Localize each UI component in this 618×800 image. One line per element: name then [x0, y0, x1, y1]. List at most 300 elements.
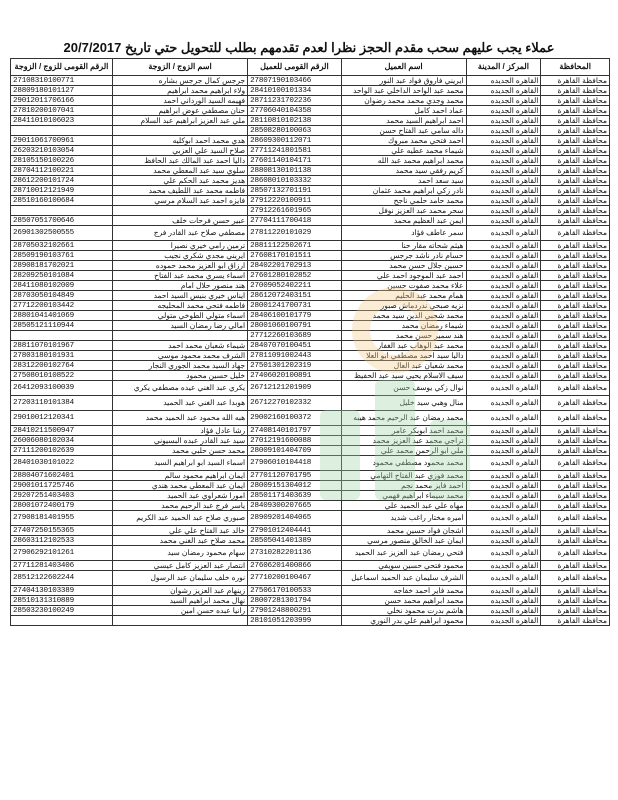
- cell-city: القاهره الجديده: [466, 481, 541, 491]
- table-row: [11, 426, 610, 436]
- table-row: [11, 606, 610, 616]
- cell-city: القاهره الجديده: [466, 436, 541, 446]
- cell-client-name: محمد وجدي محمد محمد رضوان: [341, 96, 466, 106]
- table-row: [11, 371, 610, 381]
- cell-client-name: همام محمد عبد الحليم: [341, 291, 466, 301]
- cell-client-name: احمد فايز محمد نجم: [341, 481, 466, 491]
- cell-governorate: محافظة القاهرة: [541, 116, 610, 126]
- cell-client-name: محمود ابراهيم علي بدر النوري: [341, 616, 466, 626]
- table-row: [11, 481, 610, 491]
- cell-client-name: هيثم شحاته مقار حنا: [341, 241, 466, 251]
- cell-city: القاهره الجديده: [466, 126, 541, 136]
- table-row: [11, 116, 610, 126]
- cell-governorate: محافظة القاهرة: [541, 106, 610, 116]
- cell-spouse-national-id: 28209250101084: [11, 271, 113, 281]
- cell-spouse-national-id: 27906292101261: [11, 546, 113, 561]
- cell-client-national-id: 28402201702913: [248, 261, 342, 271]
- cell-city: القاهره الجديده: [466, 491, 541, 501]
- cell-spouse-national-id: 28001072400179: [11, 501, 113, 511]
- cell-spouse-name: هبه الله محمود عبد الحميد محمد: [112, 411, 247, 426]
- table-row: [11, 586, 610, 596]
- cell-spouse-national-id: 28105150100226: [11, 156, 113, 166]
- cell-spouse-name: ملي عبد العزيز ابراهيم عبد السلام: [112, 116, 247, 126]
- cell-city: القاهره الجديده: [466, 156, 541, 166]
- table-row: [11, 96, 610, 106]
- cell-governorate: محافظة القاهرة: [541, 411, 610, 426]
- cell-client-national-id: 27408140101797: [248, 426, 342, 436]
- cell-spouse-national-id: 28704112100221: [11, 166, 113, 176]
- cell-client-national-id: 27310282201136: [248, 546, 342, 561]
- cell-client-national-id: 27912220100911: [248, 196, 342, 206]
- cell-governorate: محافظة القاهرة: [541, 341, 610, 351]
- table-row: [11, 561, 610, 571]
- cell-client-name: محمد شحبي الدين سيد محمد: [341, 311, 466, 321]
- cell-governorate: محافظة القاهرة: [541, 436, 610, 446]
- cell-spouse-national-id: 27108310100771: [11, 76, 113, 86]
- cell-client-national-id: 28001241700731: [248, 301, 342, 311]
- cell-governorate: محافظة القاهرة: [541, 96, 610, 106]
- cell-city: القاهره الجديده: [466, 146, 541, 156]
- cell-governorate: محافظة القاهرة: [541, 76, 610, 86]
- cell-client-name: الشرف سليمان عبد الحميد اسماعيل: [341, 571, 466, 586]
- table-row: [11, 291, 610, 301]
- cell-governorate: محافظة القاهرة: [541, 606, 610, 616]
- cell-city: القاهره الجديده: [466, 616, 541, 626]
- cell-spouse-national-id: 27810200107041: [11, 106, 113, 116]
- table-row: [11, 271, 610, 281]
- cell-spouse-national-id: 28507051700646: [11, 216, 113, 226]
- cell-governorate: محافظة القاهرة: [541, 371, 610, 381]
- cell-client-national-id: 28407070100451: [248, 341, 342, 351]
- cell-governorate: محافظة القاهرة: [541, 321, 610, 331]
- cell-client-name: احمد ابراهيم السيد محمد: [341, 116, 466, 126]
- cell-client-national-id: 28110810102138: [248, 116, 342, 126]
- cell-client-name: سيف الاسلام يحيي سيد عبد الحفيظ: [341, 371, 466, 381]
- cell-spouse-name: انتصار عبد العزيز كامل عيسي: [112, 561, 247, 571]
- document-title: عملاء يجب عليهم سحب مقدم الحجز نظرا لعدم تقدمهم بطلب للتحويل حتي تاريخ 20/7/2017: [63, 40, 555, 55]
- cell-client-national-id: 27704111700418: [248, 216, 342, 226]
- table-row: [11, 511, 610, 526]
- cell-governorate: محافظة القاهرة: [541, 501, 610, 511]
- table-row: [11, 546, 610, 561]
- cell-client-name: داله سامي عبد الفتاح حسن: [341, 126, 466, 136]
- cell-city: القاهره الجديده: [466, 596, 541, 606]
- cell-client-national-id: 28609300112071: [248, 136, 342, 146]
- cell-spouse-name: [112, 616, 247, 626]
- cell-client-name: محمد حامد حلمي ناجح: [341, 196, 466, 206]
- table-row: [11, 381, 610, 396]
- cell-city: القاهره الجديده: [466, 396, 541, 411]
- cell-spouse-name: امالي رضا رمضان السيد: [112, 321, 247, 331]
- cell-spouse-national-id: 28510131310889: [11, 596, 113, 606]
- cell-client-national-id: 27606201400866: [248, 561, 342, 571]
- cell-client-name: سمر عاطف فؤاد: [341, 226, 466, 241]
- table-row: [11, 446, 610, 456]
- cell-city: القاهره الجديده: [466, 341, 541, 351]
- cell-spouse-national-id: [11, 616, 113, 626]
- cell-client-name: سيد سعد احمد: [341, 176, 466, 186]
- cell-governorate: محافظة القاهرة: [541, 146, 610, 156]
- cell-spouse-name: حنان مصطفي عوض ابراهيم: [112, 106, 247, 116]
- cell-spouse-name: اسماء السيد ابو ابراهيم السيد: [112, 456, 247, 471]
- table-row: [11, 241, 610, 251]
- cell-governorate: محافظة القاهرة: [541, 351, 610, 361]
- cell-client-name: محمد شعبان عبد العال: [341, 361, 466, 371]
- cell-spouse-name: ايناس خيري بنيس السيد احمد: [112, 291, 247, 301]
- cell-spouse-national-id: 27711281403406: [11, 561, 113, 571]
- cell-client-national-id: 28409300207665: [248, 501, 342, 511]
- cell-governorate: محافظة القاهرة: [541, 271, 610, 281]
- cell-client-national-id: 28507132701191: [248, 186, 342, 196]
- cell-client-name: علاء محمد صفوت حسين: [341, 281, 466, 291]
- cell-city: القاهره الجديده: [466, 361, 541, 371]
- cell-governorate: محافظة القاهرة: [541, 456, 610, 471]
- header-city: المركز / المدينة: [466, 59, 541, 76]
- cell-spouse-national-id: 26901302500555: [11, 226, 113, 241]
- cell-spouse-name: خالد عبد الفتاح علي علي: [112, 526, 247, 536]
- cell-client-national-id: 27601140104171: [248, 156, 342, 166]
- cell-governorate: محافظة القاهرة: [541, 156, 610, 166]
- table-row: [11, 156, 610, 166]
- cell-spouse-national-id: 28809180101127: [11, 86, 113, 96]
- header-client-name: اسم العميل: [341, 59, 466, 76]
- cell-client-national-id: 28608010103332: [248, 176, 342, 186]
- cell-governorate: محافظة القاهرة: [541, 571, 610, 586]
- cell-spouse-national-id: 26412093100039: [11, 381, 113, 396]
- cell-governorate: محافظة القاهرة: [541, 491, 610, 501]
- cell-client-national-id: 28406100101779: [248, 311, 342, 321]
- cell-city: القاهره الجديده: [466, 291, 541, 301]
- cell-governorate: محافظة القاهرة: [541, 86, 610, 96]
- cell-city: القاهره الجديده: [466, 251, 541, 261]
- cell-spouse-national-id: 28410211500947: [11, 426, 113, 436]
- cell-city: القاهره الجديده: [466, 176, 541, 186]
- cell-client-national-id: 27706040104358: [248, 106, 342, 116]
- cell-governorate: محافظة القاهرة: [541, 261, 610, 271]
- cell-city: القاهره الجديده: [466, 446, 541, 456]
- cell-client-national-id: 28811122502671: [248, 241, 342, 251]
- cell-spouse-name: فاطمه فتحي محمد المحليجه: [112, 301, 247, 311]
- cell-governorate: محافظة القاهرة: [541, 426, 610, 436]
- cell-spouse-name: امورا شعراوي عبد الحميد: [112, 491, 247, 501]
- cell-spouse-national-id: 28811070101967: [11, 341, 113, 351]
- cell-spouse-national-id: 28510160100684: [11, 196, 113, 206]
- table-row: [11, 301, 610, 311]
- cell-spouse-national-id: 27404130103389: [11, 586, 113, 596]
- cell-spouse-national-id: 28512122602244: [11, 571, 113, 586]
- cell-governorate: محافظة القاهرة: [541, 331, 610, 341]
- table-row: [11, 501, 610, 511]
- cell-governorate: محافظة القاهرة: [541, 381, 610, 396]
- cell-client-national-id: 28612072403151: [248, 291, 342, 301]
- cell-client-name: حسين جلال حسن محمد: [341, 261, 466, 271]
- cell-spouse-national-id: 27712200103442: [11, 301, 113, 311]
- cell-client-name: محمد ابراهيم محمد عبد الله: [341, 156, 466, 166]
- cell-client-name: احمد فتحي محمد مبروك: [341, 136, 466, 146]
- table-row: [11, 471, 610, 481]
- cell-spouse-national-id: [11, 331, 113, 341]
- cell-client-name: محمود فتحي حسين سويفي: [341, 561, 466, 571]
- cell-spouse-national-id: 28705032102661: [11, 241, 113, 251]
- cell-client-national-id: 28009151304012: [248, 481, 342, 491]
- cell-spouse-name: ايمان عبد المعطي محمد هندي: [112, 481, 247, 491]
- cell-city: القاهره الجديده: [466, 321, 541, 331]
- cell-client-name: تراجي محمد عبد العزيز محمد: [341, 436, 466, 446]
- cell-spouse-name: [112, 126, 247, 136]
- table-row: [11, 86, 610, 96]
- table-row: [11, 196, 610, 206]
- cell-client-national-id: 28909201404065: [248, 511, 342, 526]
- cell-spouse-national-id: 26006080102034: [11, 436, 113, 446]
- table-row: [11, 341, 610, 351]
- cell-city: القاهره الجديده: [466, 281, 541, 291]
- cell-governorate: محافظة القاهرة: [541, 301, 610, 311]
- cell-client-national-id: 27901012404441: [248, 526, 342, 536]
- cell-city: القاهره الجديده: [466, 586, 541, 596]
- table-row: [11, 216, 610, 226]
- cell-client-name: داليا سيد احمد مصطفي ابو العلا: [341, 351, 466, 361]
- cell-governorate: محافظة القاهرة: [541, 136, 610, 146]
- cell-client-name: محمد سيماء ابراهيم فهمي: [341, 491, 466, 501]
- cell-client-name: اشجان فواد حسين محمد: [341, 526, 466, 536]
- cell-client-national-id: 28501171403639: [248, 491, 342, 501]
- cell-governorate: محافظة القاهرة: [541, 361, 610, 371]
- cell-client-national-id: 28410100101334: [248, 86, 342, 96]
- cell-spouse-national-id: 28801041401069: [11, 311, 113, 321]
- cell-governorate: محافظة القاهرة: [541, 196, 610, 206]
- cell-governorate: محافظة القاهرة: [541, 396, 610, 411]
- cell-city: القاهره الجديده: [466, 271, 541, 281]
- cell-city: القاهره الجديده: [466, 501, 541, 511]
- cell-city: القاهره الجديده: [466, 371, 541, 381]
- cell-city: القاهره الجديده: [466, 351, 541, 361]
- cell-spouse-national-id: 27407250155365: [11, 526, 113, 536]
- cell-city: القاهره الجديده: [466, 226, 541, 241]
- cell-client-name: سحر محمد عبد العزيز نوفل: [341, 206, 466, 216]
- table-row: [11, 396, 610, 411]
- table-row: [11, 351, 610, 361]
- cell-spouse-national-id: 27111200102639: [11, 446, 113, 456]
- cell-governorate: محافظة القاهرة: [541, 126, 610, 136]
- table-row: [11, 166, 610, 176]
- cell-spouse-name: رشا عادل فؤاد: [112, 426, 247, 436]
- cell-client-name: شيماء رمضان محمد: [341, 321, 466, 331]
- clients-table: [10, 58, 610, 626]
- cell-spouse-name: نوره خلف سليمان عبد الرسول: [112, 571, 247, 586]
- cell-spouse-national-id: 28804071602401: [11, 471, 113, 481]
- cell-client-name: محمد عبد الوهاب عبد الغفار: [341, 341, 466, 351]
- cell-governorate: محافظة القاهرة: [541, 616, 610, 626]
- cell-spouse-name: يكري عبد الغني عيده مصطفي يكري: [112, 381, 247, 396]
- cell-spouse-national-id: 28908181702021: [11, 261, 113, 271]
- cell-client-name: هاشم بدرت محمود نخلي: [341, 606, 466, 616]
- cell-client-national-id: 28808130101138: [248, 166, 342, 176]
- cell-city: القاهره الجديده: [466, 186, 541, 196]
- cell-spouse-national-id: 26203210103054: [11, 146, 113, 156]
- cell-spouse-national-id: [11, 126, 113, 136]
- cell-city: القاهره الجديده: [466, 216, 541, 226]
- cell-governorate: محافظة القاهرة: [541, 446, 610, 456]
- cell-spouse-name: ترمين رامي خيري نصيرا: [112, 241, 247, 251]
- cell-city: القاهره الجديده: [466, 261, 541, 271]
- cell-spouse-national-id: 29011061700961: [11, 136, 113, 146]
- cell-governorate: محافظة القاهرة: [541, 546, 610, 561]
- cell-spouse-name: عبير حسن فرحات خلف: [112, 216, 247, 226]
- cell-client-national-id: 27712260103689: [248, 331, 342, 341]
- cell-client-national-id: 27506170100533: [248, 586, 342, 596]
- cell-city: القاهره الجديده: [466, 456, 541, 471]
- cell-spouse-national-id: 28710012121949: [11, 186, 113, 196]
- table-row: [11, 411, 610, 426]
- cell-spouse-national-id: 29010012120341: [11, 411, 113, 426]
- cell-client-national-id: 28009101404709: [248, 446, 342, 456]
- cell-spouse-name: جرجس كمال جرجس بشاره: [112, 76, 247, 86]
- cell-spouse-name: [112, 331, 247, 341]
- cell-spouse-name: داليا احمد عبد المالك عبد الحافظ: [112, 156, 247, 166]
- header-spouse-national-id: الرقم القومى للزوج / الزوجة: [11, 59, 113, 76]
- cell-client-name: عماد احمد كامل: [341, 106, 466, 116]
- cell-client-national-id: 29002160100372: [248, 411, 342, 426]
- cell-client-national-id: 28101051203999: [248, 616, 342, 626]
- cell-city: القاهره الجديده: [466, 331, 541, 341]
- cell-client-national-id: 28505041401389: [248, 536, 342, 546]
- cell-client-national-id: 27406020100891: [248, 371, 342, 381]
- cell-spouse-name: صلاح السيد علي العزبي: [112, 146, 247, 156]
- cell-city: القاهره الجديده: [466, 561, 541, 571]
- header-spouse-name: اسم الزوج / الزوجة: [112, 59, 247, 76]
- cell-client-name: محمد فاير احمد خفاجه: [341, 586, 466, 596]
- cell-city: القاهره الجديده: [466, 76, 541, 86]
- table-row: [11, 331, 610, 341]
- cell-client-name: منال وهبي سيد خليل: [341, 396, 466, 411]
- cell-client-national-id: 26712270102332: [248, 396, 342, 411]
- cell-client-name: ملي ابو الرحمن محمد علي: [341, 446, 466, 456]
- table-row: [11, 536, 610, 546]
- cell-spouse-name: [112, 206, 247, 216]
- cell-spouse-name: زينهام عبد العزيز رشوان: [112, 586, 247, 596]
- cell-city: القاهره الجديده: [466, 206, 541, 216]
- cell-spouse-national-id: 28703050104849: [11, 291, 113, 301]
- table-row: [11, 146, 610, 156]
- cell-client-name: محمد محمود مصطفي محمود: [341, 456, 466, 471]
- cell-city: القاهره الجديده: [466, 166, 541, 176]
- cell-client-name: ايمن عبد العظيم محمد: [341, 216, 466, 226]
- cell-governorate: محافظة القاهرة: [541, 526, 610, 536]
- cell-city: القاهره الجديده: [466, 411, 541, 426]
- cell-spouse-name: خليل حسين محمود: [112, 371, 247, 381]
- cell-city: القاهره الجديده: [466, 196, 541, 206]
- cell-spouse-national-id: 28401030101022: [11, 456, 113, 471]
- cell-spouse-name: رانيا عبده حسن امين: [112, 606, 247, 616]
- cell-client-name: كريم رفقي سيد محمد: [341, 166, 466, 176]
- table-row: [11, 76, 610, 86]
- cell-spouse-national-id: 27508010108522: [11, 371, 113, 381]
- table-row: [11, 456, 610, 471]
- cell-governorate: محافظة القاهرة: [541, 536, 610, 546]
- cell-spouse-name: ايريني مجدي شكري نجيب: [112, 251, 247, 261]
- table-row: [11, 136, 610, 146]
- cell-spouse-name: اسماء يسري محمد عبد الفتاح: [112, 271, 247, 281]
- cell-client-name: محمد فوزي عبد الفتاح التهامي: [341, 471, 466, 481]
- cell-spouse-national-id: 28503230100249: [11, 606, 113, 616]
- cell-governorate: محافظة القاهرة: [541, 226, 610, 241]
- table-row: [11, 571, 610, 586]
- cell-governorate: محافظة القاهرة: [541, 586, 610, 596]
- cell-city: القاهره الجديده: [466, 546, 541, 561]
- cell-spouse-name: سهام محمود رمضان سيد: [112, 546, 247, 561]
- cell-spouse-name: ياسر فرج عبد الرحيم محمد: [112, 501, 247, 511]
- cell-client-national-id: 27601280102852: [248, 271, 342, 281]
- cell-city: القاهره الجديده: [466, 136, 541, 146]
- cell-spouse-national-id: 29207251403403: [11, 491, 113, 501]
- cell-client-name: احمد عبد الموجود احمد علي: [341, 271, 466, 281]
- cell-city: القاهره الجديده: [466, 381, 541, 396]
- cell-governorate: محافظة القاهرة: [541, 206, 610, 216]
- table-row: [11, 251, 610, 261]
- cell-client-national-id: 27912261601965: [248, 206, 342, 216]
- table-row: [11, 596, 610, 606]
- table-row: [11, 436, 610, 446]
- cell-client-national-id: 27701120701795: [248, 471, 342, 481]
- cell-governorate: محافظة القاهرة: [541, 561, 610, 571]
- table-header-row: [11, 59, 610, 76]
- cell-city: القاهره الجديده: [466, 526, 541, 536]
- cell-governorate: محافظة القاهرة: [541, 216, 610, 226]
- cell-client-name: نادر زكي ابراهيم محمد عثمان: [341, 186, 466, 196]
- cell-spouse-name: مصطفي صلاح عبد القادر فرج: [112, 226, 247, 241]
- cell-spouse-name: هديز محمد عبد الحكم علي: [112, 176, 247, 186]
- cell-spouse-name: ولاء ابراهيم محمد ابراهيم: [112, 86, 247, 96]
- table-row: [11, 186, 610, 196]
- cell-client-national-id: 27811091002443: [248, 351, 342, 361]
- cell-spouse-name: جهاد السيد محمد الجوري النجار: [112, 361, 247, 371]
- cell-spouse-name: ايمان ابراهيم محمود سالم: [112, 471, 247, 481]
- cell-spouse-name: هند منصور حلال امام: [112, 281, 247, 291]
- table-row: [11, 261, 610, 271]
- cell-spouse-name: اسماء متولي الطوخي متولي: [112, 311, 247, 321]
- cell-client-name: اميره مختار راغب شديد: [341, 511, 466, 526]
- cell-governorate: محافظة القاهرة: [541, 251, 610, 261]
- table-row: [11, 311, 610, 321]
- cell-client-national-id: 28508280100063: [248, 126, 342, 136]
- cell-governorate: محافظة القاهرة: [541, 176, 610, 186]
- cell-client-name: فتحي رمضان عبد العزيز عبد الحميد: [341, 546, 466, 561]
- cell-spouse-national-id: 27803180101931: [11, 351, 113, 361]
- header-client-national-id: الرقم القومى للعميل: [248, 59, 342, 76]
- cell-city: القاهره الجديده: [466, 511, 541, 526]
- cell-spouse-name: شيماء شعبان محمد احمد: [112, 341, 247, 351]
- cell-governorate: محافظة القاهرة: [541, 291, 610, 301]
- cell-city: القاهره الجديده: [466, 96, 541, 106]
- table-row: [11, 526, 610, 536]
- table-row: [11, 616, 610, 626]
- cell-client-national-id: 28001060100791: [248, 321, 342, 331]
- cell-city: القاهره الجديده: [466, 471, 541, 481]
- cell-city: القاهره الجديده: [466, 241, 541, 251]
- cell-spouse-national-id: 29001011725746: [11, 481, 113, 491]
- cell-spouse-name: نهال محمد ابراهيم السيد: [112, 596, 247, 606]
- cell-spouse-national-id: 28411080102009: [11, 281, 113, 291]
- cell-spouse-national-id: 28312200102764: [11, 361, 113, 371]
- cell-client-name: مهاه علي عبد الحميد علي: [341, 501, 466, 511]
- cell-client-national-id: 27012191600088: [248, 436, 342, 446]
- cell-client-national-id: 27608170101511: [248, 251, 342, 261]
- cell-spouse-national-id: 28603112102533: [11, 536, 113, 546]
- table-row: [11, 206, 610, 216]
- cell-client-name: ايريني فاروق فواد عبد النور: [341, 76, 466, 86]
- cell-client-name: محمد عبد الواحد الداخلي عبد الواحد: [341, 86, 466, 96]
- cell-governorate: محافظة القاهرة: [541, 186, 610, 196]
